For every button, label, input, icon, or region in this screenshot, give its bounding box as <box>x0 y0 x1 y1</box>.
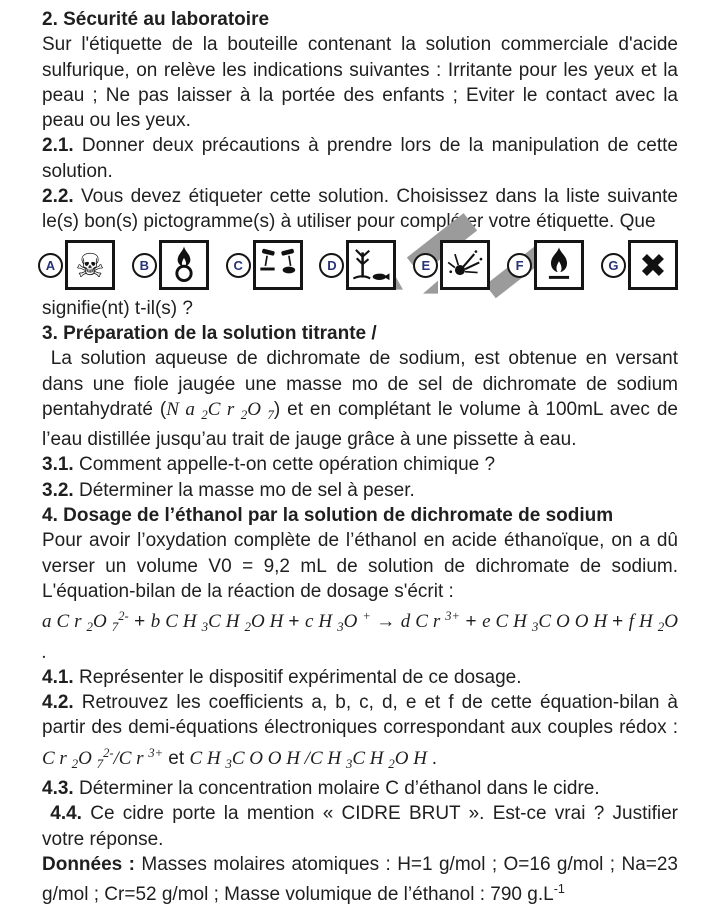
text-segment: O <box>93 611 112 633</box>
pictogram-item-a <box>38 240 115 290</box>
text-segment: 3 <box>531 619 539 635</box>
text-segment: Ce cidre porte la mention « CIDRE BRUT ». Est-ce vrai ? Justifier votre réponse. <box>42 803 678 850</box>
balance-equation <box>42 604 678 665</box>
question-3-2 <box>42 478 678 503</box>
pictogram-letter-badge: F <box>507 253 532 278</box>
text-segment: 4.1. <box>42 666 74 688</box>
corrosive-icon <box>253 240 303 290</box>
text-segment: + <box>362 609 371 624</box>
text-segment: 3. Préparation de la solution titrante / <box>42 322 377 344</box>
pictogram-row <box>38 237 678 294</box>
question-2-1 <box>42 133 678 184</box>
text-segment: C r <box>207 398 241 420</box>
question-3-1 <box>42 452 678 477</box>
text-segment: 2.2. <box>42 186 74 208</box>
text-segment: O <box>247 398 268 420</box>
question-4-4 <box>42 801 678 852</box>
text-segment: + <box>612 611 629 633</box>
text-segment: Comment appelle-t-on cette opération chimique ? <box>73 454 496 476</box>
section2-intro <box>42 32 678 133</box>
text-segment: → <box>370 611 401 633</box>
text-segment: 2.1. <box>42 135 74 157</box>
text-segment: Retrouvez les coefficients a, b, c, d, e et f de cette équation-bilan à partir des demi-équations électroniques correspondant aux couples rédox : <box>42 692 678 739</box>
text-segment: O H <box>250 611 289 633</box>
text-segment: b C H <box>150 611 202 633</box>
text-segment: Données : <box>42 853 135 875</box>
text-segment: ) et en complétant le volume à 100mL avec de l’eau distillée jusqu’au trait de jauge grâce à une pissette à eau. <box>42 398 678 451</box>
text-segment: C H <box>208 611 245 633</box>
text-segment: Représenter le dispositif expérimental de ce dosage. <box>73 666 522 688</box>
question-4-2 <box>42 690 678 776</box>
section3-intro <box>42 346 678 452</box>
text-segment: C H <box>352 747 389 769</box>
text-segment: 2 <box>71 755 79 771</box>
text-segment: O <box>78 747 97 769</box>
flame-over-circle-icon <box>159 240 209 290</box>
text-segment: C r <box>42 747 72 769</box>
text-segment: + <box>288 611 305 633</box>
text-segment: e C H <box>482 611 532 633</box>
text-segment: 2 <box>201 406 208 422</box>
explosion-icon <box>440 240 490 290</box>
question-2-2 <box>42 184 678 235</box>
text-segment: 3.2. <box>42 479 74 501</box>
text-segment: 2 <box>240 406 248 422</box>
text-segment: Masses molaires atomiques : H=1 g/mol ; O=16 g/mol ; Na=23 g/mol ; Cr=52 g/mol ; Masse volumique de l’éthanol : 790 g.L <box>42 853 678 906</box>
pictogram-letter-badge: G <box>601 253 626 278</box>
text-segment: C O O H <box>538 611 613 633</box>
cross-icon <box>628 240 678 290</box>
pictogram-item-e <box>413 240 490 290</box>
text-segment: O H <box>394 747 432 769</box>
pictogram-letter-badge: D <box>319 253 344 278</box>
pictogram-item-d <box>319 240 396 290</box>
text-segment: + <box>128 611 151 633</box>
text-segment: 3 <box>345 755 353 771</box>
text-segment: La solution aqueuse de dichromate de sodium, est obtenue en versant dans une fiole jaugée une masse mo de sel de dichromate de sodium pentahydraté ( <box>42 348 678 420</box>
text-segment: 7 <box>96 755 104 771</box>
text-segment: 2 <box>657 619 665 635</box>
pictogram-letter-badge: E <box>413 253 438 278</box>
text-segment: d C r <box>400 611 446 633</box>
text-segment: f H <box>628 611 658 633</box>
pictogram-item-g <box>601 240 678 290</box>
text-segment: 4. Dosage de l’éthanol par la solution de dichromate de sodium <box>42 505 614 527</box>
text-segment: Pour avoir l’oxydation complète de l’éthanol en acide éthanoïque, on a dû verser un volume V0 = 9,2 mL de solution de dichromate de sodium. L'équation-bilan de la réaction de dosage s'écrit : <box>42 530 678 602</box>
text-segment: O <box>343 611 363 633</box>
text-segment: 2 <box>244 619 251 635</box>
question-4-1 <box>42 665 678 690</box>
section4-intro <box>42 528 678 604</box>
flame-icon <box>534 240 584 290</box>
question-2-2-end <box>42 296 678 321</box>
pictogram-item-c <box>226 240 303 290</box>
text-segment: Sur l'étiquette de la bouteille contenant la solution commerciale d'acide sulfurique, on relève les indications suivantes : Irritante pour les yeux et la peau ; Ne pas laisser à la portée des enfants ; Eviter le contact avec la peau ou les yeux. <box>42 34 678 132</box>
pictogram-letter-badge: A <box>38 253 63 278</box>
text-segment: 4.3. <box>42 778 74 800</box>
text-segment: 2 <box>86 619 94 635</box>
text-segment: 2- <box>103 745 114 760</box>
data-values <box>42 852 678 908</box>
text-segment: 2 <box>388 755 395 771</box>
text-segment: 2. Sécurité au laboratoire <box>42 9 270 30</box>
pictogram-letter-badge: C <box>226 253 251 278</box>
text-segment: + <box>459 611 483 633</box>
text-segment: 7 <box>267 406 274 422</box>
text-segment: N a <box>166 398 202 420</box>
text-segment: O . <box>42 611 678 663</box>
skull-crossbones-icon <box>65 240 115 290</box>
pictogram-item-b <box>132 240 209 290</box>
text-segment: 3 <box>337 619 344 635</box>
pictogram-item-f <box>507 240 584 290</box>
text-segment: 4.4. <box>42 803 82 825</box>
text-segment: 2- <box>118 609 129 624</box>
section4-heading <box>42 503 678 528</box>
text-segment: Vous devez étiqueter cette solution. Choisissez dans la liste suivante le(s) bon(s) pictogramme(s) à utiliser pour compléter votre étiquette. Que <box>42 186 678 233</box>
text-segment: 3+ <box>148 745 164 760</box>
text-segment: C O O H /C H <box>231 747 346 769</box>
text-segment: c H <box>304 611 338 633</box>
text-segment: Déterminer la masse mo de sel à peser. <box>73 479 415 501</box>
text-segment: -1 <box>553 882 565 897</box>
text-segment: Donner deux précautions à prendre lors de la manipulation de cette solution. <box>42 135 678 182</box>
cross-icon: ✖ <box>639 245 667 285</box>
text-segment: 3 <box>225 755 232 771</box>
text-segment: . <box>431 747 437 769</box>
pictogram-letter-badge: B <box>132 253 157 278</box>
text-segment: Déterminer la concentration molaire C d’éthanol dans le cidre. <box>73 778 600 800</box>
text-segment: 3 <box>201 619 209 635</box>
text-segment: 3+ <box>445 609 460 624</box>
section2-heading <box>42 7 678 32</box>
skull-crossbones-icon: ☠ <box>75 245 105 285</box>
text-segment: et <box>163 747 190 769</box>
text-segment: a C r <box>42 611 87 633</box>
dead-tree-fish-icon <box>346 240 396 290</box>
text-segment: /C r <box>113 747 149 769</box>
text-segment: 3.1. <box>42 454 74 476</box>
text-segment: signifie(nt) t-il(s) ? <box>42 297 193 319</box>
text-segment: C H <box>189 747 226 769</box>
question-4-3 <box>42 776 678 801</box>
text-segment: 7 <box>111 619 119 635</box>
text-segment: 4.2. <box>42 692 74 714</box>
section3-heading <box>42 321 678 346</box>
